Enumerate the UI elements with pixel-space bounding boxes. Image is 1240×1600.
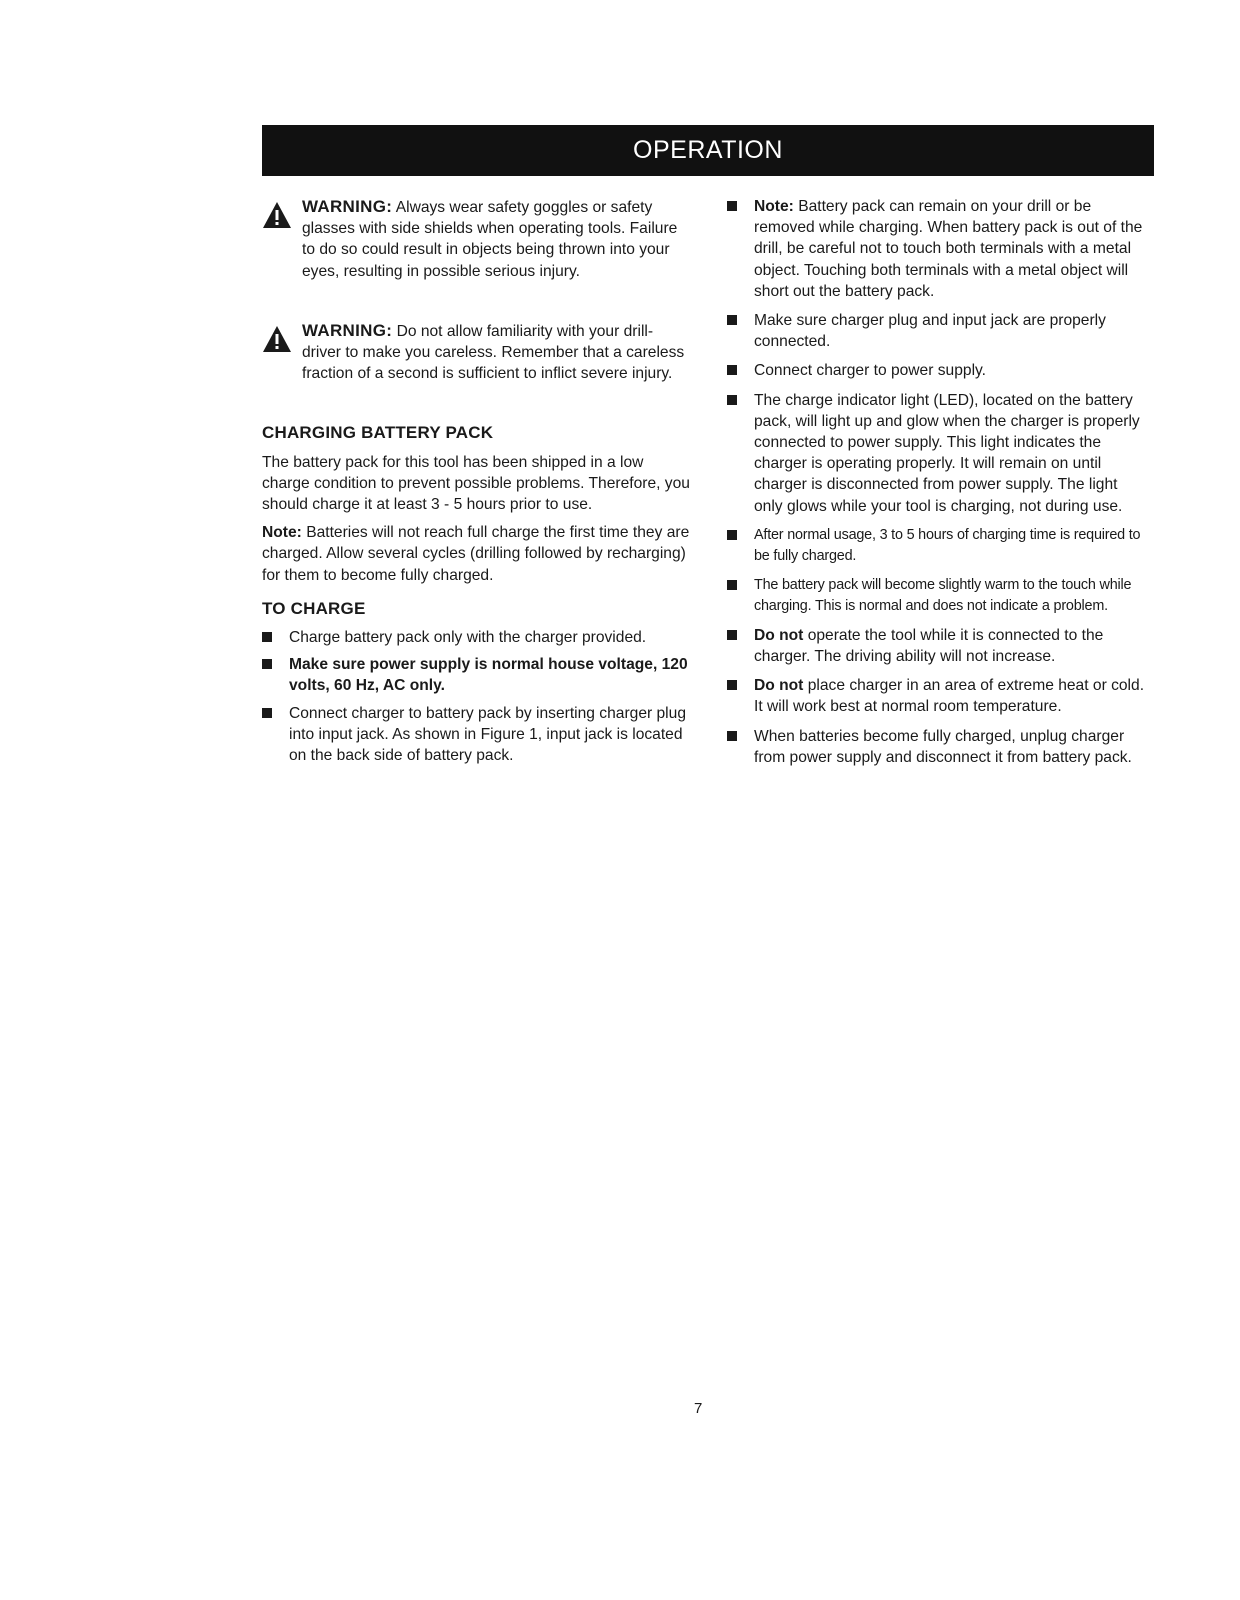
warning-goggles (262, 196, 692, 282)
to-charge-heading: TO CHARGE (262, 598, 366, 618)
bullet-square-icon (727, 315, 737, 325)
bullet-square-icon (727, 580, 737, 590)
bullet-square-icon (727, 201, 737, 211)
list-item-text: When batteries become fully charged, unplug charger from power supply and disconnect it from battery pack. (754, 727, 1132, 766)
warning-text: Do not allow familiarity with your drill-driver to make you careless. Remember that a careless fraction of a second is sufficient to inflict severe injury. (302, 322, 685, 383)
to-charge-list (262, 627, 692, 766)
note-text: Batteries will not reach full charge the first time they are charged. Allow several cycles (drilling followed by recharging) for them to become fully charged. (262, 524, 690, 584)
warning-familiarity (262, 320, 692, 385)
list-item (727, 525, 1147, 567)
left-column (262, 196, 692, 772)
list-item (262, 627, 692, 648)
list-item (727, 675, 1147, 717)
list-item (727, 625, 1147, 667)
list-item-text: Connect charger to power supply. (754, 362, 987, 380)
list-item (727, 196, 1147, 302)
charging-heading: CHARGING BATTERY PACK (262, 423, 494, 443)
list-item-text: The charge indicator light (LED), located on the battery pack, will light up and glow when the charger is properly connected to power supply. This light indicates the charger is operating properly. It will remain on until charger is disconnected from power supply. The light only glows while your tool is charging, not during use. (754, 391, 1140, 515)
section-banner (262, 125, 1154, 176)
bullet-square-icon (727, 395, 737, 405)
bullet-square-icon (727, 365, 737, 375)
list-item-text: operate the tool while it is connected to the charger. The driving ability will not increase. (754, 626, 1104, 666)
warning-label: WARNING: (302, 197, 393, 216)
list-item (262, 654, 692, 696)
right-column (727, 196, 1147, 776)
bullet-square-icon (262, 632, 272, 642)
warning-triangle-icon (262, 201, 292, 229)
warning-label: WARNING: (302, 320, 393, 340)
bullet-square-icon (262, 659, 272, 669)
list-item (727, 726, 1147, 768)
list-item-text: Battery pack can remain on your drill or be removed while charging. When battery pack is out of the drill, be careful not to touch both terminals with a metal object. Touching both terminals with a metal object will short out the battery pack. (754, 198, 1143, 300)
bullet-square-icon (727, 530, 737, 540)
list-item-text: The battery pack will become slightly warm to the touch while charging. This is normal and does not indicate a problem. (754, 576, 1132, 614)
charging-instructions-list (727, 196, 1147, 768)
bullet-square-icon (262, 708, 272, 718)
charging-paragraph: The battery pack for this tool has been shipped in a low charge condition to prevent possible problems. Therefore, you should charge it at least 3 - 5 hours prior to use. (262, 453, 690, 514)
bullet-square-icon (727, 731, 737, 741)
note-label: Note: (754, 198, 794, 215)
bullet-square-icon (727, 680, 737, 690)
section-title: OPERATION (633, 136, 783, 164)
list-item-text: Make sure power supply is normal house voltage, 120 volts, 60 Hz, AC only. (289, 656, 688, 695)
list-item-text: place charger in an area of extreme heat or cold. It will work best at normal room temperature. (754, 677, 1145, 716)
emphasis-label: Do not (754, 677, 804, 695)
list-item (727, 310, 1147, 352)
list-item (727, 360, 1147, 381)
warning-text: Always wear safety goggles or safety glasses with side shields when operating tools. Failure to do so could result in objects being thrown into your eyes, resulting in possible serious injury. (302, 199, 678, 280)
warning-triangle-icon (262, 325, 292, 353)
list-item (727, 390, 1147, 517)
note-label: Note: (262, 524, 302, 542)
list-item-text: Make sure charger plug and input jack are properly connected. (754, 312, 1106, 351)
list-item (727, 575, 1147, 617)
page-number: 7 (694, 1400, 703, 1417)
emphasis-label: Do not (754, 626, 804, 644)
bullet-square-icon (727, 630, 737, 640)
list-item (262, 703, 692, 767)
charging-note (262, 522, 692, 586)
list-item-text: Connect charger to battery pack by inserting charger plug into input jack. As shown in Figure 1, input jack is located on the back side of battery pack. (289, 704, 686, 765)
list-item-text: Charge battery pack only with the charger provided. (289, 629, 647, 647)
list-item-text: After normal usage, 3 to 5 hours of charging time is required to be fully charged. (754, 526, 1141, 564)
